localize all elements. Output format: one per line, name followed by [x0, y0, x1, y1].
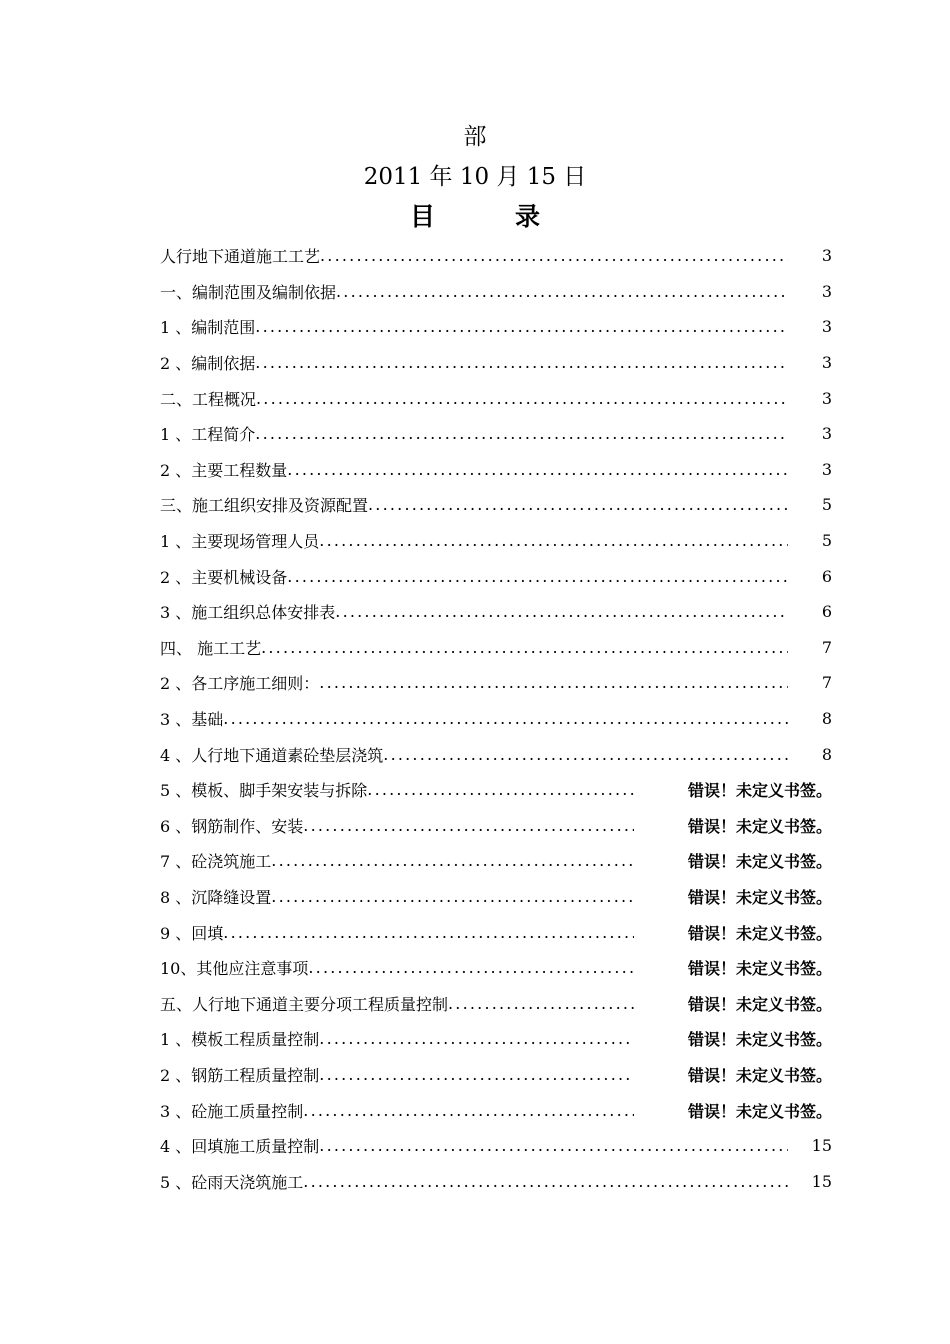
toc-page-number: 3	[821, 424, 832, 444]
toc-entry[interactable]	[160, 772, 832, 808]
toc-entry-title: 4 、回填施工质量控制	[160, 1137, 320, 1157]
toc-entry-title: 5 、砼雨天浇筑施工	[160, 1172, 304, 1192]
toc-entry-title: 四、 施工工艺	[160, 638, 262, 658]
toc-entry-title: 二、工程概况	[160, 389, 257, 409]
toc-entry-title: 2 、主要工程数量	[160, 460, 288, 480]
toc-entry[interactable]	[160, 1128, 832, 1164]
toc-bookmark-error: 错误！未定义书签。	[687, 887, 832, 907]
toc-dot-leader	[308, 958, 634, 977]
toc-entry[interactable]	[160, 380, 832, 416]
toc-entry-title: 2 、编制依据	[160, 354, 256, 374]
toc-dot-leader	[320, 246, 788, 265]
toc-page-number: 5	[821, 531, 832, 551]
toc-entry-title: 2 、钢筋工程质量控制	[160, 1065, 320, 1085]
toc-entry-title: 五、人行地下通道主要分项工程质量控制	[160, 994, 449, 1014]
toc-entry[interactable]	[160, 523, 832, 559]
toc-page-number: 7	[821, 637, 832, 657]
toc-dot-leader	[336, 282, 788, 301]
toc-page-number: 3	[821, 388, 832, 408]
toc-entry[interactable]	[160, 345, 832, 381]
toc-entry[interactable]	[160, 879, 832, 915]
toc-bookmark-error: 错误！未定义书签。	[687, 816, 832, 836]
toc-entry-title: 4 、人行地下通道素砼垫层浇筑	[160, 745, 384, 765]
toc-entry[interactable]	[160, 701, 832, 737]
toc-page-number: 6	[821, 602, 832, 622]
toc-page-number: 15	[811, 1136, 832, 1156]
table-of-contents	[160, 238, 832, 1199]
toc-page-number: 15	[811, 1171, 832, 1191]
toc-bookmark-error: 错误！未定义书签。	[687, 923, 832, 943]
toc-dot-leader	[271, 851, 634, 870]
toc-entry[interactable]	[160, 416, 832, 452]
toc-entry-title: 1 、编制范围	[160, 318, 256, 338]
toc-entry[interactable]	[160, 1163, 832, 1199]
toc-dot-leader	[271, 887, 634, 906]
toc-page-number: 8	[821, 709, 832, 729]
toc-bookmark-error: 错误！未定义书签。	[687, 1030, 832, 1050]
toc-dot-leader	[287, 460, 788, 479]
toc-entry[interactable]	[160, 665, 832, 701]
toc-dot-leader	[223, 923, 634, 942]
toc-dot-leader	[255, 424, 788, 443]
toc-entry[interactable]	[160, 558, 832, 594]
toc-page-number: 8	[821, 744, 832, 764]
toc-page-number: 3	[821, 246, 832, 266]
toc-entry[interactable]	[160, 914, 832, 950]
toc-bookmark-error: 错误！未定义书签。	[687, 1065, 832, 1085]
toc-entry[interactable]	[160, 274, 832, 310]
toc-dot-leader	[448, 994, 634, 1013]
toc-entry-title: 三、施工组织安排及资源配置	[160, 496, 369, 516]
toc-dot-leader	[303, 1101, 634, 1120]
toc-entry[interactable]	[160, 950, 832, 986]
toc-heading	[0, 204, 950, 229]
department-suffix: 部	[463, 124, 487, 150]
toc-dot-leader	[319, 673, 788, 692]
toc-entry-title: 1 、模板工程质量控制	[160, 1030, 320, 1050]
toc-entry-title: 一、编制范围及编制依据	[160, 282, 337, 302]
toc-entry-title: 2 、主要机械设备	[160, 567, 288, 587]
toc-dot-leader	[303, 1172, 788, 1191]
toc-entry-title: 9 、回填	[160, 923, 224, 943]
toc-entry[interactable]	[160, 630, 832, 666]
toc-dot-leader	[319, 531, 788, 550]
toc-entry[interactable]	[160, 487, 832, 523]
toc-entry[interactable]	[160, 452, 832, 488]
toc-entry-title: 5 、模板、脚手架安装与拆除	[160, 781, 368, 801]
toc-dot-leader	[319, 1136, 788, 1155]
toc-entry[interactable]	[160, 1092, 832, 1128]
toc-entry[interactable]	[160, 736, 832, 772]
document-date: 2011 年 10 月 15 日	[363, 164, 587, 190]
toc-dot-leader	[319, 1065, 634, 1084]
toc-entry[interactable]	[160, 985, 832, 1021]
toc-entry-title: 10、其他应注意事项	[160, 959, 309, 979]
toc-bookmark-error: 错误！未定义书签。	[687, 959, 832, 979]
toc-dot-leader	[319, 1029, 634, 1048]
toc-entry-title: 1 、主要现场管理人员	[160, 532, 320, 552]
toc-page-number: 5	[821, 495, 832, 515]
toc-entry-title: 3 、基础	[160, 710, 224, 730]
toc-bookmark-error: 错误！未定义书签。	[687, 781, 832, 801]
toc-page-number: 3	[821, 281, 832, 301]
toc-heading-right: 录	[515, 202, 541, 231]
toc-entry[interactable]	[160, 594, 832, 630]
toc-bookmark-error: 错误！未定义书签。	[687, 852, 832, 872]
toc-heading-left: 目	[409, 202, 435, 231]
toc-entry-title: 8 、沉降缝设置	[160, 887, 272, 907]
toc-entry-title: 6 、钢筋制作、安装	[160, 816, 304, 836]
toc-dot-leader	[261, 638, 788, 657]
toc-dot-leader	[256, 389, 788, 408]
toc-entry[interactable]	[160, 238, 832, 274]
toc-entry[interactable]	[160, 309, 832, 345]
toc-entry-title: 3 、砼施工质量控制	[160, 1101, 304, 1121]
toc-entry-title: 7 、砼浇筑施工	[160, 852, 272, 872]
toc-dot-leader	[303, 816, 634, 835]
toc-page-number: 3	[821, 353, 832, 373]
toc-dot-leader	[287, 567, 788, 586]
toc-entry-title: 3 、施工组织总体安排表	[160, 603, 336, 623]
toc-bookmark-error: 错误！未定义书签。	[687, 994, 832, 1014]
toc-page-number: 7	[821, 673, 832, 693]
toc-dot-leader	[255, 353, 788, 372]
toc-page-number: 3	[821, 459, 832, 479]
toc-page-number: 6	[821, 566, 832, 586]
toc-entry-title: 1 、工程简介	[160, 425, 256, 445]
toc-dot-leader	[368, 495, 788, 514]
toc-entry[interactable]	[160, 808, 832, 844]
toc-entry-title: 人行地下通道施工工艺	[160, 247, 321, 267]
toc-dot-leader	[367, 780, 634, 799]
toc-bookmark-error: 错误！未定义书签。	[687, 1101, 832, 1121]
toc-dot-leader	[335, 602, 788, 621]
toc-dot-leader	[383, 745, 788, 764]
toc-entry[interactable]	[160, 843, 832, 879]
toc-entry-title: 2 、各工序施工细则：	[160, 674, 320, 694]
toc-entry[interactable]	[160, 1021, 832, 1057]
toc-page-number: 3	[821, 317, 832, 337]
toc-dot-leader	[223, 709, 788, 728]
toc-entry[interactable]	[160, 1057, 832, 1093]
toc-dot-leader	[255, 317, 788, 336]
